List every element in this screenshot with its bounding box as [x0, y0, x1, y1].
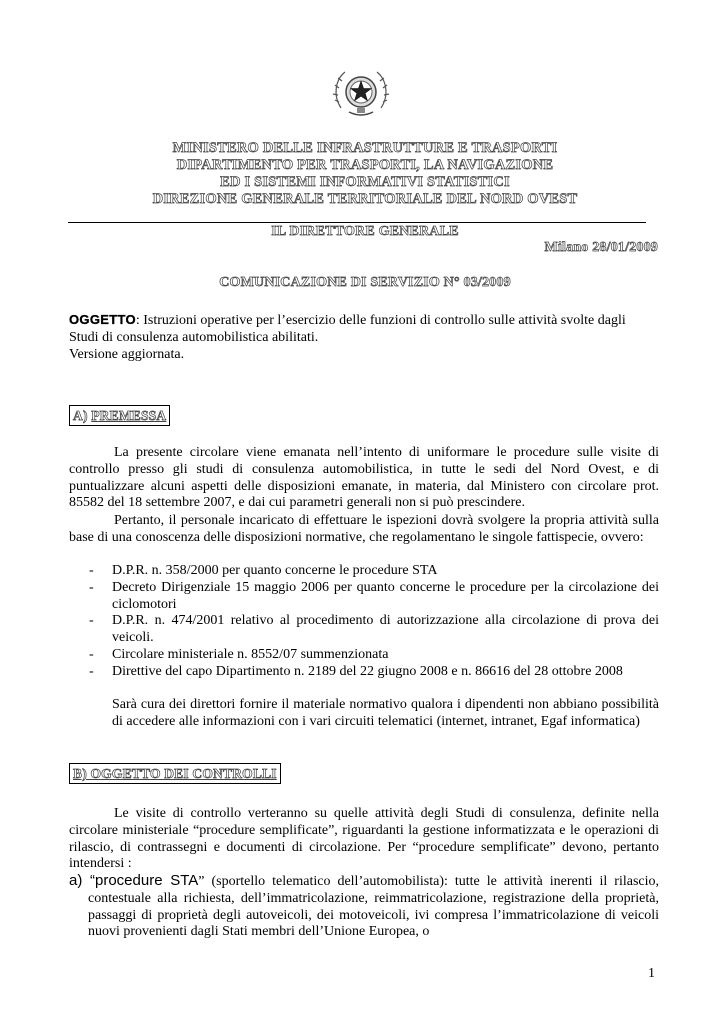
section-a-prefix: A)	[73, 408, 92, 423]
subject-text-2: Studi di consulenza automobilistica abilitati.	[69, 329, 319, 345]
subject-line-1	[69, 312, 659, 330]
bullet-dash: -	[89, 563, 94, 578]
section-b-item-a	[69, 873, 659, 941]
ministry-line-4: DIREZIONE GENERALE TERRITORIALE DEL NORD OVEST	[152, 191, 578, 207]
subject-text-1: : Istruzioni operative per l’esercizio delle funzioni di controllo sulle attività svolte dagli	[135, 313, 626, 328]
subject-text-3: Versione aggiornata.	[69, 346, 185, 362]
ministry-line-2: DIPARTIMENTO PER TRASPORTI, LA NAVIGAZIONE	[176, 157, 554, 173]
page-number: 1	[648, 966, 655, 981]
subject-label: OGGETTO	[69, 312, 136, 327]
item-a-lead: a) “procedure STA	[69, 872, 199, 889]
section-b-paragraph-1: Le visite di controllo verteranno su quelle attività degli Studi di consulenza, definite nella circolare ministeriale “procedure semplificate”, riguardanti la gestione informatizzata e le operazioni di rilascio, di contrassegni e documenti di circolazione. Per “procedure semplificate” devono, pertanto intendersi :	[69, 806, 659, 872]
section-a-paragraph-2: Pertanto, il personale incaricato di effettuare le ispezioni dovrà svolgere la propria attività sulla base di una conoscenza delle disposizioni normative, che regolamentano le singole fattispecie, ovvero:	[69, 513, 659, 545]
section-a-title: PREMESSA	[91, 408, 167, 423]
section-b-heading	[69, 763, 281, 784]
list-item: - Direttive del capo Dipartimento n. 2189 del 22 giugno 2008 e n. 86616 del 28 ottobre 2008	[89, 663, 623, 679]
ministry-line-1: MINISTERO DELLE INFRASTRUTTURE E TRASPORTI	[172, 140, 558, 156]
italian-republic-emblem-icon	[331, 62, 391, 124]
bullet-dash: -	[89, 579, 94, 595]
subject-block	[69, 312, 659, 363]
list-item: - D.P.R. n. 358/2000 per quanto concerne le procedure STA	[89, 563, 438, 578]
bullet-dash: -	[89, 646, 94, 662]
header-divider	[68, 222, 646, 223]
item-a-text: ” (sportello telematico dell’automobilista): tutte le attività inerenti il rilascio, contestuale alla richiesta, dell’immatricolazione, reimmatricolazione, registrazione della proprietà, passaggi di proprietà degli autoveicoli, dei motoveicoli, ivi compresa l’immatricolazione di veicoli nuovi provenienti dagli Stati membri dell’Unione Europea, o	[88, 874, 659, 940]
section-a-paragraph-1: La presente circolare viene emanata nell’intento di uniformare le procedure sulle visite di controllo presso gli studi di consulenza automobilistica, in tutte le sedi del Nord Ovest, e di puntualizzare alcuni aspetti delle disposizioni emanate, in materia, dal Ministero con circolare prot. 85582 del 18 settembre 2007, e dai cui parametri generali non si può prescindere.	[69, 445, 659, 511]
section-a-heading	[69, 405, 170, 426]
section-b-title: B) OGGETTO DEI CONTROLLI	[73, 766, 277, 781]
director-title: IL DIRETTORE GENERALE	[271, 224, 459, 239]
place-date: Milano 28/01/2009	[544, 240, 658, 255]
norms-list	[69, 563, 659, 681]
bullet-dash: -	[89, 613, 94, 629]
bullet-dash: -	[89, 663, 94, 679]
ministry-line-3: ED I SISTEMI INFORMATIVI STATISTICI	[220, 174, 510, 190]
section-a-paragraph-3: Sarà cura dei direttori fornire il materiale normativo qualora i dipendenti non abbiano possibilità di accedere alle informazioni con i vari circuiti telematici (internet, intranet, Egaf informatica)	[112, 697, 659, 729]
list-item: - D.P.R. n. 474/2001 relativo al procedimento di autorizzazione alla circolazione di prova dei veicoli.	[89, 613, 659, 646]
communication-number: COMUNICAZIONE DI SERVIZIO N° 03/2009	[219, 275, 511, 290]
list-item: - Circolare ministeriale n. 8552/07 summenzionata	[89, 646, 389, 662]
list-item: - Decreto Dirigenziale 15 maggio 2006 per quanto concerne le procedure per la circolazione dei ciclomotori	[89, 579, 659, 612]
